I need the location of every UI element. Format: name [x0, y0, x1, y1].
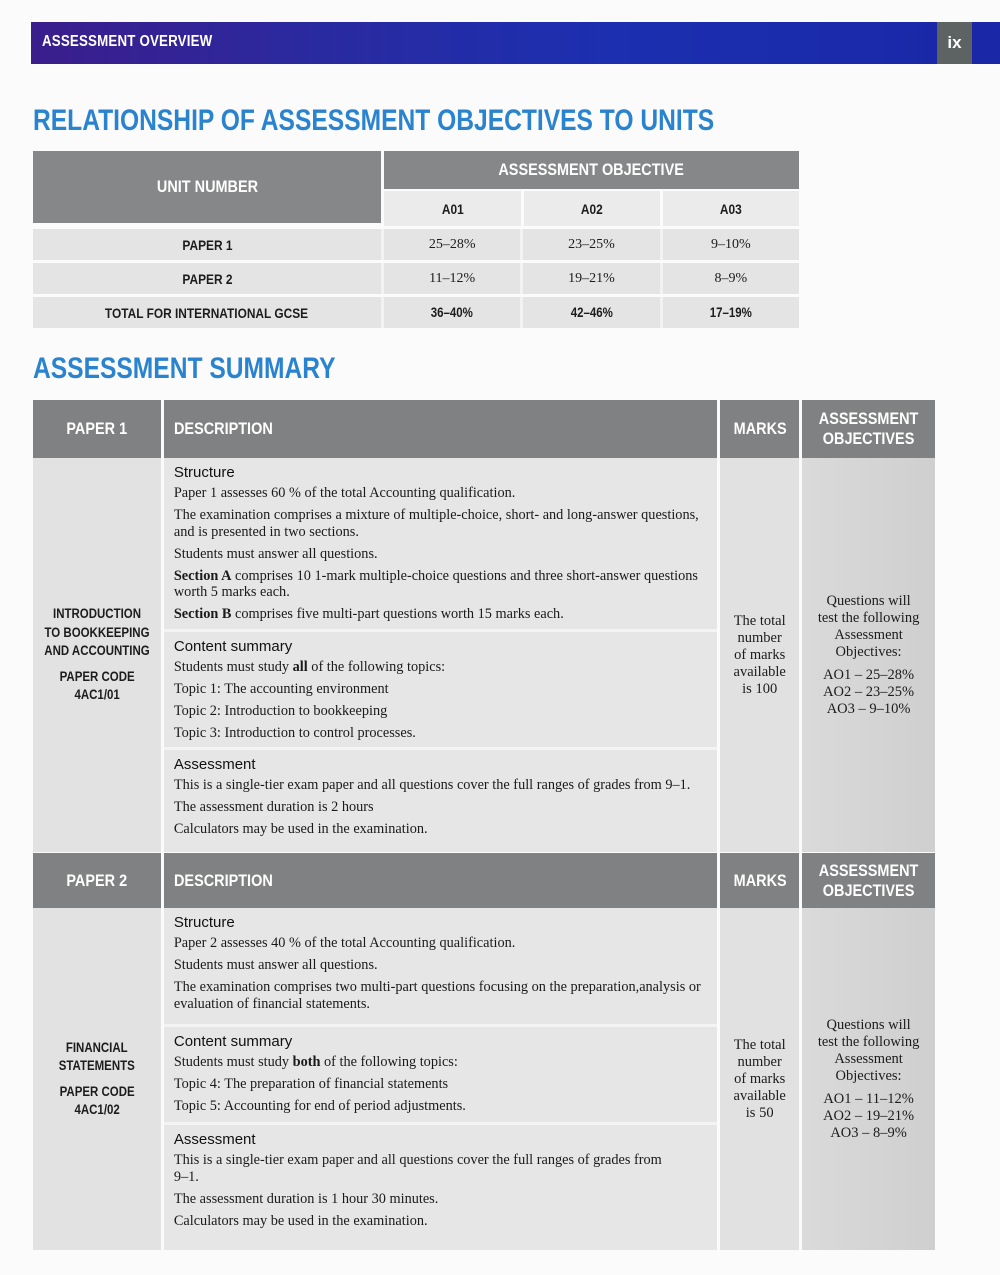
cell-a02: 23–25% [520, 229, 659, 260]
header-title: ASSESSMENT OVERVIEW [42, 33, 213, 50]
assessment-block [164, 750, 717, 846]
assessment-objectives-header: ASSESSMENT OBJECTIVES [802, 853, 935, 908]
topic-item: Topic 1: The accounting environment [173, 681, 389, 697]
paper-2-title-cell [33, 908, 161, 1250]
paper-code: 4AC1/02 [74, 1102, 120, 1117]
paper-2-summary-table [33, 853, 935, 1250]
structure-text: Section A comprises 10 1-mark multiple-choice questions and three short-answer questions worth 5 marks each. [173, 567, 698, 600]
table-row-total [33, 297, 799, 328]
marks-header: MARKS [720, 400, 799, 458]
content-intro: Students must study both of the following topics: [173, 1054, 458, 1070]
content-summary-block [164, 1027, 717, 1125]
column-header-a01: A01 [384, 191, 521, 226]
assessment-block [164, 1125, 717, 1237]
ao-relationship-table [33, 151, 799, 331]
structure-block [164, 908, 717, 1027]
table-row-paper-2 [33, 263, 799, 294]
paper-2-header-row [33, 853, 935, 908]
paper-header: PAPER 1 [33, 400, 161, 458]
cell-a01: 11–12% [381, 263, 520, 294]
relationship-title: RELATIONSHIP OF ASSESSMENT OBJECTIVES TO UNITS [33, 104, 715, 137]
paper-1-marks: The total number of marks available is 100 [720, 458, 799, 852]
assessment-objectives-header: ASSESSMENT OBJECTIVES [802, 400, 935, 458]
assessment-text: The assessment duration is 2 hours [173, 799, 374, 815]
objectives-list [823, 1091, 914, 1142]
objectives-list [823, 667, 914, 718]
content-summary-heading: Content summary [173, 638, 293, 655]
row-label: PAPER 2 [181, 270, 233, 287]
topic-item: Topic 2: Introduction to bookkeeping [173, 703, 388, 719]
assessment-heading: Assessment [173, 1131, 256, 1148]
page-number: ix [937, 22, 972, 64]
objective-item: AO2 – 19–21% [823, 1107, 915, 1124]
cell-a02: 42–46% [520, 297, 659, 328]
structure-heading: Structure [173, 464, 235, 481]
unit-number-header: UNIT NUMBER [33, 151, 381, 223]
content-intro: Students must study all of the following topics: [173, 659, 446, 675]
cell-a03: 17–19% [660, 297, 799, 328]
structure-text: The examination comprises two multi-part questions focusing on the preparation,analysis or evaluation of financial statements. [173, 979, 701, 1012]
paper-header: PAPER 2 [33, 853, 161, 908]
objective-item: AO3 – 9–10% [826, 700, 911, 717]
description-header: DESCRIPTION [164, 853, 717, 908]
cell-a03: 8–9% [660, 263, 799, 294]
paper-name-line: INTRODUCTION [52, 606, 141, 622]
structure-text: Students must answer all questions. [173, 957, 378, 973]
paper-1-header-row [33, 400, 935, 458]
paper-1-description [164, 458, 717, 852]
structure-block [164, 458, 717, 632]
objective-item: AO1 – 25–28% [823, 666, 915, 683]
row-label: PAPER 1 [181, 236, 233, 253]
paper-2-objectives [802, 908, 935, 1250]
content-summary-heading: Content summary [173, 1033, 293, 1050]
paper-2-description [164, 908, 717, 1250]
paper-1-objectives [802, 458, 935, 852]
structure-heading: Structure [173, 914, 235, 931]
objectives-intro: Questions will test the following Assessment Objectives: [817, 592, 920, 660]
table-row-paper-1 [33, 229, 799, 260]
structure-text: Paper 1 assesses 60 % of the total Accounting qualification. [173, 485, 516, 501]
topic-item: Topic 5: Accounting for end of period adjustments. [173, 1098, 466, 1114]
paper-name-line: STATEMENTS [58, 1058, 135, 1073]
summary-title: ASSESSMENT SUMMARY [33, 352, 336, 385]
assessment-text: Calculators may be used in the examination. [173, 821, 428, 837]
paper-name-line: FINANCIAL [66, 1039, 128, 1055]
assessment-text: This is a single-tier exam paper and all questions cover the full ranges of grades from 9–1. [173, 1152, 662, 1185]
paper-code: 4AC1/01 [74, 687, 120, 703]
cell-a02: 19–21% [520, 263, 659, 294]
structure-text: Paper 2 assesses 40 % of the total Accounting qualification. [173, 935, 516, 951]
header-bar [31, 22, 1000, 64]
column-header-a02: A02 [524, 191, 660, 226]
description-header: DESCRIPTION [164, 400, 717, 458]
topic-item: Topic 4: The preparation of financial statements [173, 1076, 449, 1092]
column-header-a03: A03 [663, 191, 799, 226]
cell-a01: 36–40% [381, 297, 520, 328]
structure-text: The examination comprises a mixture of multiple-choice, short- and long-answer questions, and is presented in two sections. [173, 507, 699, 540]
objective-item: AO2 – 23–25% [823, 683, 915, 700]
cell-a01: 25–28% [381, 229, 520, 260]
ao-table-header [33, 151, 799, 229]
row-label: TOTAL FOR INTERNATIONAL GCSE [105, 304, 309, 321]
cell-a03: 9–10% [660, 229, 799, 260]
paper-code-label: PAPER CODE [59, 668, 135, 684]
paper-1-summary-table [33, 400, 935, 852]
objectives-intro: Questions will test the following Assessment Objectives: [817, 1016, 920, 1084]
assessment-text: Calculators may be used in the examination. [173, 1212, 428, 1229]
topic-item: Topic 3: Introduction to control processes. [173, 725, 416, 741]
structure-text: Students must answer all questions. [173, 545, 378, 562]
paper-1-title-cell [33, 458, 161, 852]
assessment-text: The assessment duration is 1 hour 30 minutes. [173, 1190, 439, 1207]
content-summary-block [164, 632, 717, 750]
paper-name-line: TO BOOKKEEPING [44, 624, 150, 640]
assessment-objective-header: ASSESSMENT OBJECTIVE [384, 151, 799, 189]
paper-1-body [33, 458, 935, 852]
structure-text: Section B comprises five multi-part questions worth 15 marks each. [173, 606, 564, 622]
marks-header: MARKS [720, 853, 799, 908]
assessment-heading: Assessment [173, 756, 256, 773]
paper-name-line: AND ACCOUNTING [44, 643, 150, 659]
paper-2-marks: The total number of marks available is 50 [720, 908, 799, 1250]
assessment-text: This is a single-tier exam paper and all questions cover the full ranges of grades from 9–1. [173, 777, 691, 793]
objective-item: AO3 – 8–9% [830, 1124, 907, 1141]
objective-item: AO1 – 11–12% [823, 1090, 914, 1107]
paper-2-body [33, 908, 935, 1250]
paper-code-label: PAPER CODE [59, 1083, 135, 1099]
